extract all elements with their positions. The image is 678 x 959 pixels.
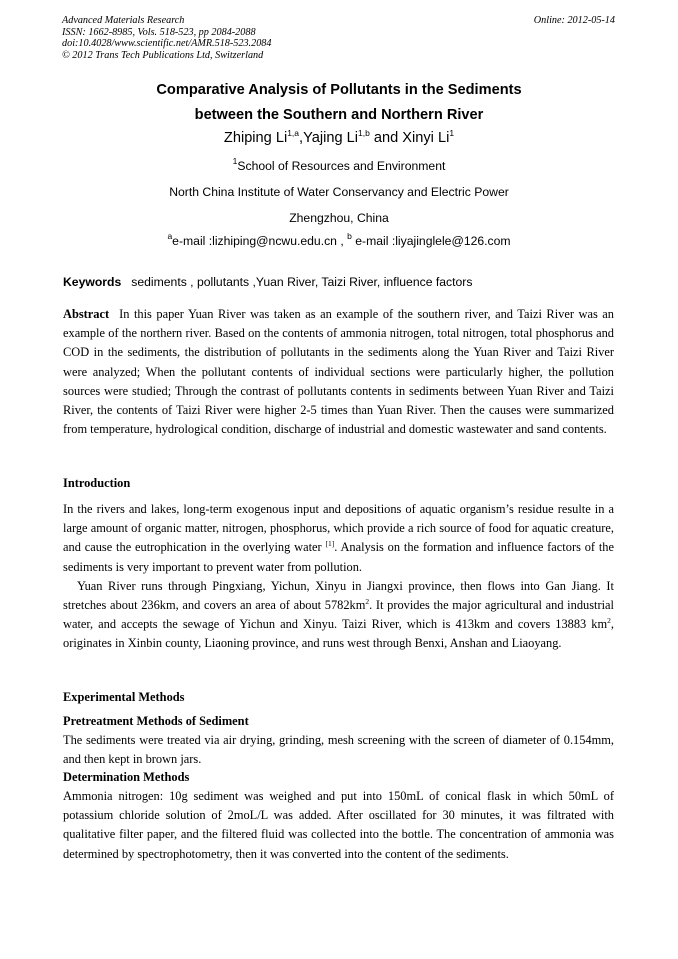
subsection-heading-determination: Determination Methods <box>63 770 190 784</box>
pretreatment-body <box>63 731 614 769</box>
section-heading-introduction: Introduction <box>63 476 131 490</box>
paragraph-text: . Analysis on the formation and influence factors of the sediments is very important to prevent water from pollution. <box>63 540 614 574</box>
affiliation-text: School of Resources and Environment <box>237 159 446 173</box>
section-heading-methods: Experimental Methods <box>63 690 185 704</box>
paper-title-line-1: Comparative Analysis of Pollutants in the Sediments <box>156 82 522 98</box>
paragraph <box>63 577 614 654</box>
paragraph-text: . It provides the major agricultural and industrial water, and accepts the sewage of Yichun and Xinyu. Taizi River, which is 413km and covers 13883 km <box>63 598 614 632</box>
affiliation-city: Zhengzhou, China <box>289 211 389 225</box>
author-name: Xinyi Li <box>402 130 450 146</box>
running-header <box>62 15 271 61</box>
email-mark: b <box>347 231 352 241</box>
keywords-text: sediments , pollutants ,Yuan River, Taizi River, influence factors <box>131 275 473 289</box>
online-date: Online: 2012-05-14 <box>533 15 615 26</box>
determination-body <box>63 787 614 864</box>
affiliation-mark: 1 <box>232 156 238 166</box>
author-list <box>0 130 678 146</box>
paragraph: The sediments were treated via air drying, grinding, mesh screening with the screen of diameter of 0.154mm, and then kept in brown jars. <box>63 733 614 767</box>
email-text: e-mail :liyajinglele@126.com <box>351 234 511 248</box>
affiliation-institute: North China Institute of Water Conservancy and Electric Power <box>169 185 509 199</box>
paragraph-text: , originates in Xinbin county, Liaoning province, and runs west through Benxi, Anshan and Liaoyang. <box>63 617 614 651</box>
author-conjunction: and <box>369 130 403 146</box>
affiliation-school <box>0 156 678 173</box>
citation-ref: [1] <box>325 539 335 549</box>
paragraph-text: In the rivers and lakes, long-term exogenous input and depositions of aquatic organism’s residue resulte in a large amount of organic matter, nitrogen, phosphorus, which provide a rich source of food for aquatic creature, and cause the eutrophication in the overlying water <box>63 502 614 555</box>
author-name: Yajing Li <box>303 130 358 146</box>
journal-name: Advanced Materials Research <box>62 15 185 26</box>
abstract-text: In this paper Yuan River was taken as an example of the southern river, and Taizi River was an example of the northern river. Based on the contents of ammonia nitrogen, total nitrogen, total phosphorus and COD in the sediments, the distribution of pollutants in the sediments along the Yuan River and Taizi River were analyzed; When the pollutant contents of individual sections were particularly higher, the pollution sources were studied; Through the contrast of pollutants contents in sediments between Yuan River and Taizi River, the contents of Taizi River were higher 2-5 times than Yuan River. Then the causes were summarized from temperature, hydrological condition, discharge of industrial and domestic wastewater and sand contents. <box>63 307 614 437</box>
paragraph <box>63 500 614 577</box>
author-emails <box>0 231 678 248</box>
paper-title-line-2: between the Southern and Northern River <box>194 107 484 123</box>
keywords-line <box>63 275 472 289</box>
email-text: e-mail :lizhiping@ncwu.edu.cn , <box>172 234 344 248</box>
author-name: Zhiping Li <box>223 130 288 146</box>
issn-line: ISSN: 1662-8985, Vols. 518-523, pp 2084-2088 <box>62 26 256 38</box>
introduction-body <box>63 500 614 654</box>
paragraph: Ammonia nitrogen: 10g sediment was weighed and put into 150mL of conical flask in which 50mL of potassium chloride solution of 2moL/L was added. After oscillated for 30 minutes, it was filtrated with qualitative filter paper, and the filtered fluid was collected into the bottle. The concentration of ammonia was determined by spectrophotometry, then it was converted into the content of the sediments. <box>63 789 614 861</box>
paragraph-text: Yuan River runs through Pingxiang, Yichun, Xinyu in Jiangxi province, then flows into Gan Jiang. It stretches about 236km, and covers an area of about 5782km <box>63 578 614 613</box>
author-affiliation-mark: 1,a <box>287 128 300 138</box>
subsection-heading-pretreatment: Pretreatment Methods of Sediment <box>63 714 249 728</box>
email-mark: a <box>167 231 173 241</box>
abstract <box>63 305 614 439</box>
abstract-label: Abstract <box>63 307 110 321</box>
copyright-line: © 2012 Trans Tech Publications Ltd, Switzerland <box>62 49 264 61</box>
author-separator: , <box>299 130 304 146</box>
superscript: 2 <box>607 616 611 626</box>
author-affiliation-mark: 1,b <box>358 128 370 138</box>
doi-line: doi:10.4028/www.scientific.net/AMR.518-523.2084 <box>62 38 272 50</box>
superscript: 2 <box>365 597 370 607</box>
keywords-label: Keywords <box>63 275 122 289</box>
author-affiliation-mark: 1 <box>449 128 455 138</box>
